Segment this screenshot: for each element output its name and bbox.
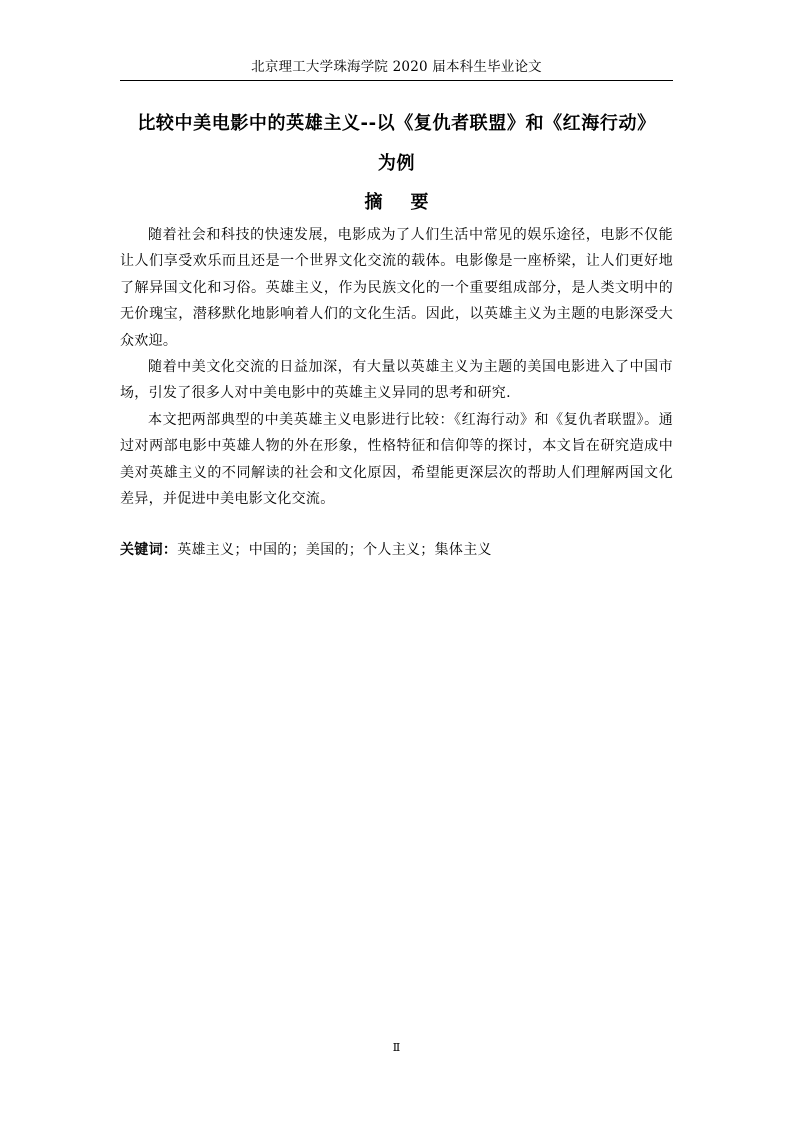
abstract-heading-char-1: 摘: [364, 192, 383, 213]
page-number: Ⅱ: [392, 1041, 401, 1054]
abstract-heading: [120, 190, 673, 216]
keywords-label: 关键词：: [120, 542, 178, 558]
abstract-paragraph-3: 本文把两部典型的中美英雄主义电影进行比较：《红海行动》和《复仇者联盟》。通过对两部电影中英雄人物的外在形象，性格特征和信仰等的探讨，本文旨在研究造成中美对英雄主义的不同解读的社会和文化原因，希望能更深层次的帮助人们理解两国文化差异，并促进中美电影文化交流。: [120, 411, 673, 508]
abstract-heading-char-2: 要: [410, 192, 429, 213]
keywords-line: [120, 537, 673, 563]
keywords-list: 英雄主义；中国的；美国的；个人主义；集体主义: [177, 542, 492, 558]
abstract-paragraph-2: 随着中美文化交流的日益加深，有大量以英雄主义为主题的美国电影进入了中国市场，引发了很多人对中美电影中的英雄主义异同的思考和研究.: [120, 359, 673, 402]
abstract-paragraph-1: 随着社会和科技的快速发展，电影成为了人们生活中常见的娱乐途径，电影不仅能让人们享受欢乐而且还是一个世界文化交流的载体。电影像是一座桥梁，让人们更好地了解异国文化和习俗。英雄主义，作为民族文化的一个重要组成部分，是人类文明中的无价瑰宝，潜移默化地影响着人们的文化生活。因此，以英雄主义为主题的电影深受大众欢迎。: [120, 227, 673, 349]
header-divider: [120, 80, 673, 81]
thesis-title-line-2: 为例: [377, 153, 416, 174]
thesis-title: [120, 104, 673, 184]
thesis-title-line-1: 比较中美电影中的英雄主义--以《复仇者联盟》和《红海行动》: [137, 113, 656, 134]
abstract-body: [120, 222, 673, 512]
running-header: 北京理工大学珠海学院 2020 届本科生毕业论文: [251, 59, 542, 75]
